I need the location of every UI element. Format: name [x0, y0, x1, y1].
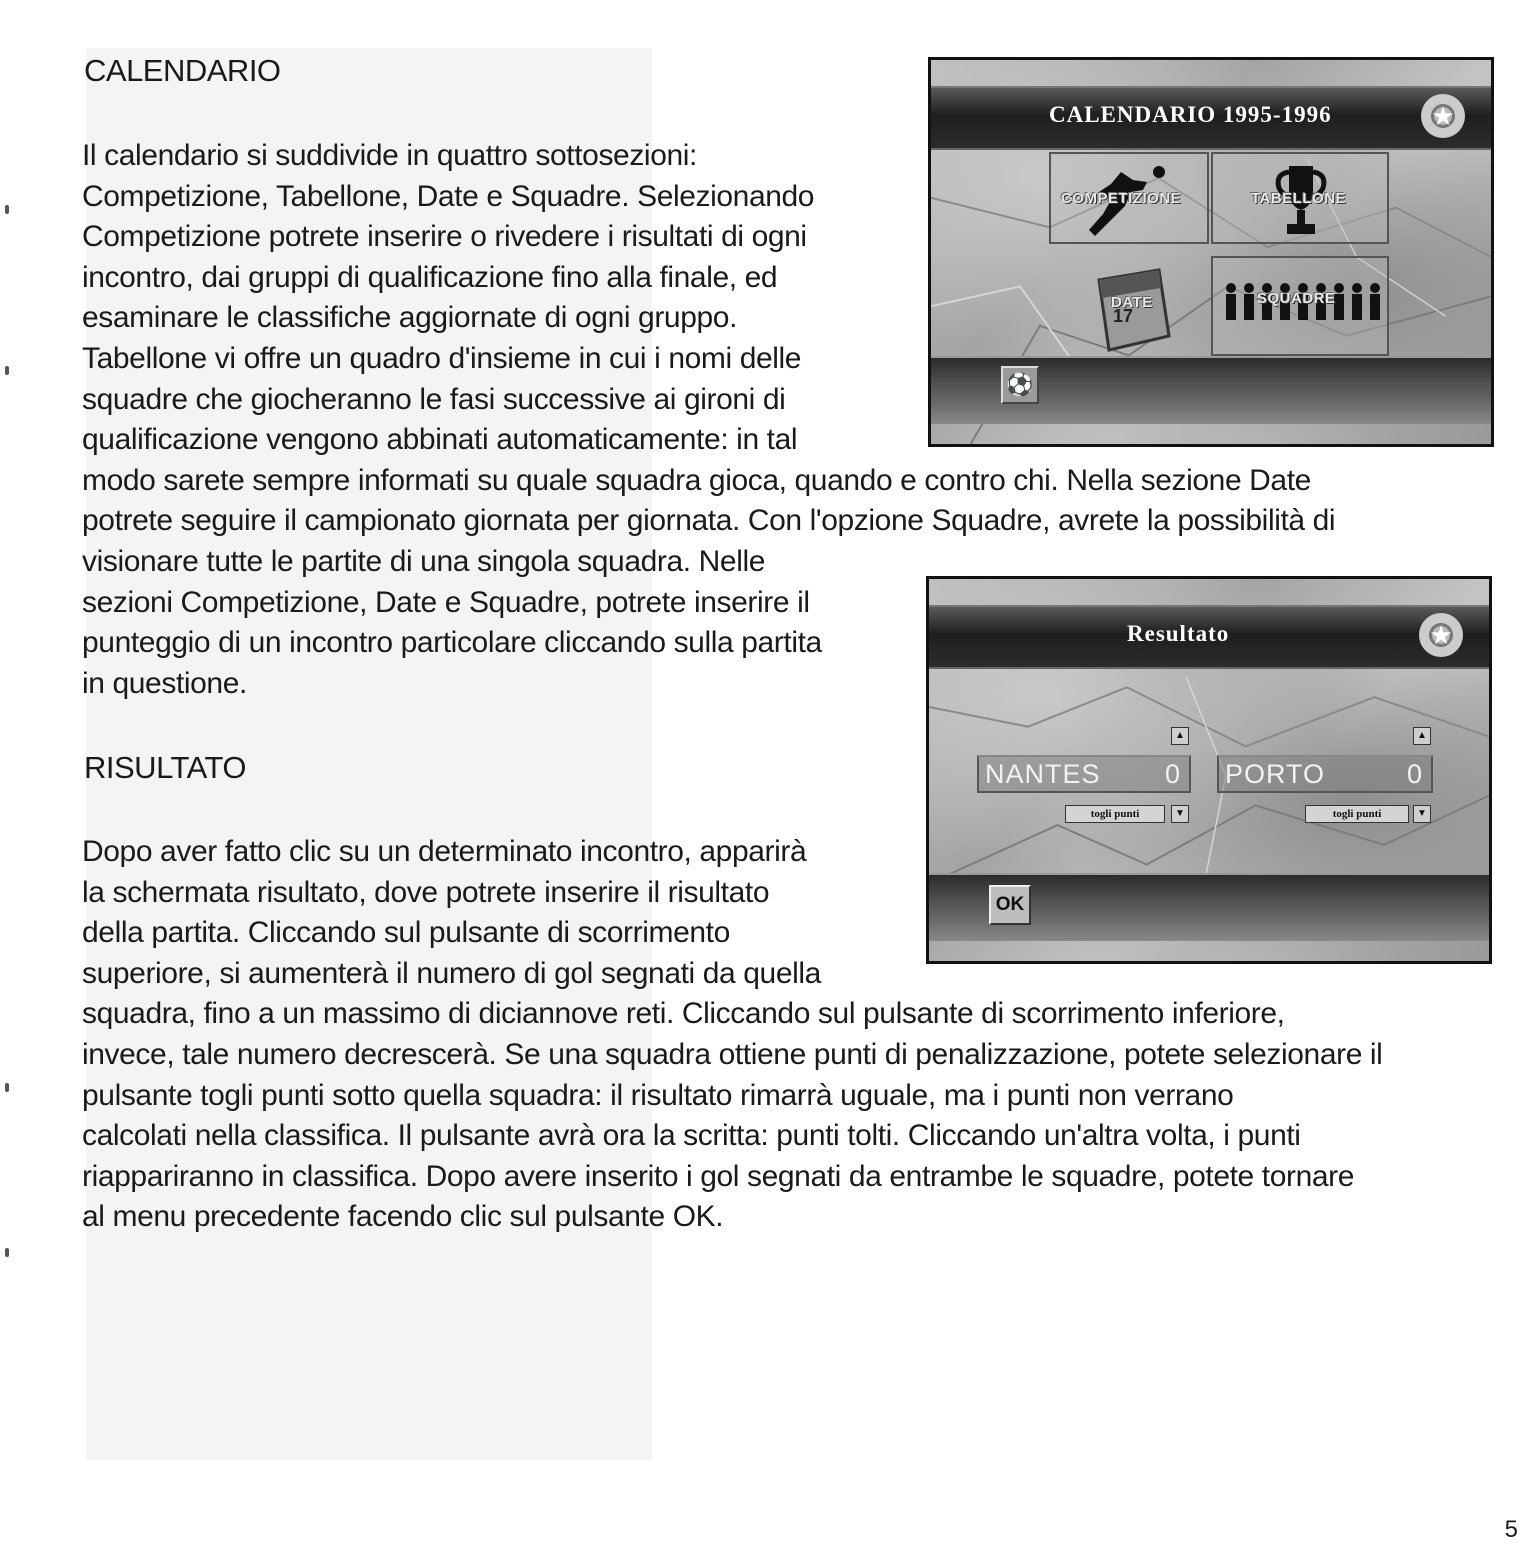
bottom-bar: [929, 873, 1489, 941]
text-line: esaminare le classifiche aggiornate di ogni gruppo.: [82, 301, 738, 335]
squadre-label: SQUADRE: [1257, 290, 1336, 307]
date-menu-item[interactable]: [1049, 256, 1209, 356]
competizione-menu-item[interactable]: [1049, 152, 1209, 244]
squadre-menu-item[interactable]: [1211, 256, 1389, 356]
text-line: modo sarete sempre informati su quale squadra gioca, quando e contro chi. Nella sezione Date: [82, 463, 1311, 497]
tabellone-menu-item[interactable]: [1211, 152, 1389, 244]
text-line: superiore, si aumenterà il numero di gol segnati da quella: [82, 956, 821, 990]
binding-mark: [5, 205, 9, 214]
svg-text:17: 17: [1113, 306, 1134, 326]
text-line: Competizione potrete inserire o rivedere i risultati di ogni: [82, 220, 807, 254]
page-number: 5: [1504, 1516, 1518, 1543]
text-line: in questione.: [82, 666, 247, 700]
away-score-up-button[interactable]: ▲: [1413, 727, 1431, 745]
text-line: calcolati nella classifica. Il pulsante avrà ora la scritta: punti tolti. Cliccando un'altra volta, i punti: [82, 1119, 1301, 1153]
home-score-box: [977, 755, 1191, 793]
home-team-name: NANTES: [985, 759, 1101, 789]
text-line: Dopo aver fatto clic su un determinato incontro, apparirà: [82, 835, 807, 868]
title-bar: [931, 86, 1491, 150]
binding-mark: [5, 366, 9, 375]
home-score: 0: [1164, 759, 1181, 789]
title-bar: [929, 605, 1489, 669]
text-line: qualificazione vengono abbinati automaticamente: in tal: [82, 423, 798, 457]
away-team-name: PORTO: [1225, 759, 1326, 789]
calendar-screenshot: [928, 57, 1494, 447]
binding-mark: [5, 1083, 9, 1092]
home-score-down-button[interactable]: ▼: [1171, 805, 1189, 823]
home-score-up-button[interactable]: ▲: [1171, 727, 1189, 745]
text-line: della partita. Cliccando sul pulsante di scorrimento: [82, 916, 730, 950]
text-line: squadra, fino a un massimo di diciannove reti. Cliccando sul pulsante di scorrimento inferiore,: [82, 997, 1285, 1031]
text-line: sezioni Competizione, Date e Squadre, potrete inserire il: [82, 585, 810, 619]
away-score-box: [1217, 755, 1433, 793]
date-label: DATE: [1111, 294, 1153, 311]
away-score: 0: [1406, 759, 1423, 789]
away-deduct-points-button[interactable]: togli punti: [1305, 805, 1409, 823]
text-line: riappariranno in classifica. Dopo avere inserito i gol segnati da entrambe le squadre, potete tornare: [82, 1159, 1355, 1193]
text-line: visionare tutte le partite di una singola squadra. Nelle: [82, 544, 766, 578]
text-line: incontro, dai gruppi di qualificazione fino alla finale, ed: [82, 260, 778, 294]
competizione-label: COMPETIZIONE: [1061, 190, 1182, 207]
screen-title: Resultato: [1127, 621, 1230, 646]
text-line: la schermata risultato, dove potrete inserire il risultato: [82, 875, 770, 909]
champions-league-logo-icon: ★: [1421, 94, 1465, 138]
text-line: al menu precedente facendo clic sul pulsante OK.: [82, 1200, 724, 1234]
home-deduct-points-button[interactable]: togli punti: [1065, 805, 1165, 823]
text-line: potrete seguire il campionato giornata per giornata. Con l'opzione Squadre, avrete la possibilità di: [82, 504, 1336, 538]
text-line: Il calendario si suddivide in quattro sottosezioni:: [82, 139, 697, 172]
text-line: pulsante togli punti sotto quella squadra: il risultato rimarrà uguale, ma i punti non verrano: [82, 1078, 1234, 1112]
risultato-heading: RISULTATO: [84, 750, 247, 785]
champions-league-logo-icon: ★: [1419, 613, 1463, 657]
text-line: invece, tale numero decrescerà. Se una squadra ottiene punti di penalizzazione, potete selezionare il: [82, 1037, 1383, 1071]
calendario-heading: CALENDARIO: [84, 53, 281, 88]
away-score-down-button[interactable]: ▼: [1413, 805, 1431, 823]
text-line: squadre che giocheranno le fasi successive ai gironi di: [82, 382, 786, 416]
binding-mark: [5, 1248, 9, 1257]
ok-button[interactable]: OK: [989, 885, 1031, 925]
screen-title: CALENDARIO 1995-1996: [1049, 102, 1332, 127]
tabellone-label: TABELLONE: [1251, 190, 1347, 207]
result-screenshot: [926, 576, 1492, 964]
ball-icon[interactable]: ⚽: [1001, 366, 1039, 404]
text-line: punteggio di un incontro particolare cliccando sulla partita: [82, 626, 822, 660]
bottom-bar: [931, 356, 1491, 424]
text-line: Tabellone vi offre un quadro d'insieme in cui i nomi delle: [82, 341, 802, 375]
text-line: Competizione, Tabellone, Date e Squadre. Selezionando: [82, 179, 815, 213]
